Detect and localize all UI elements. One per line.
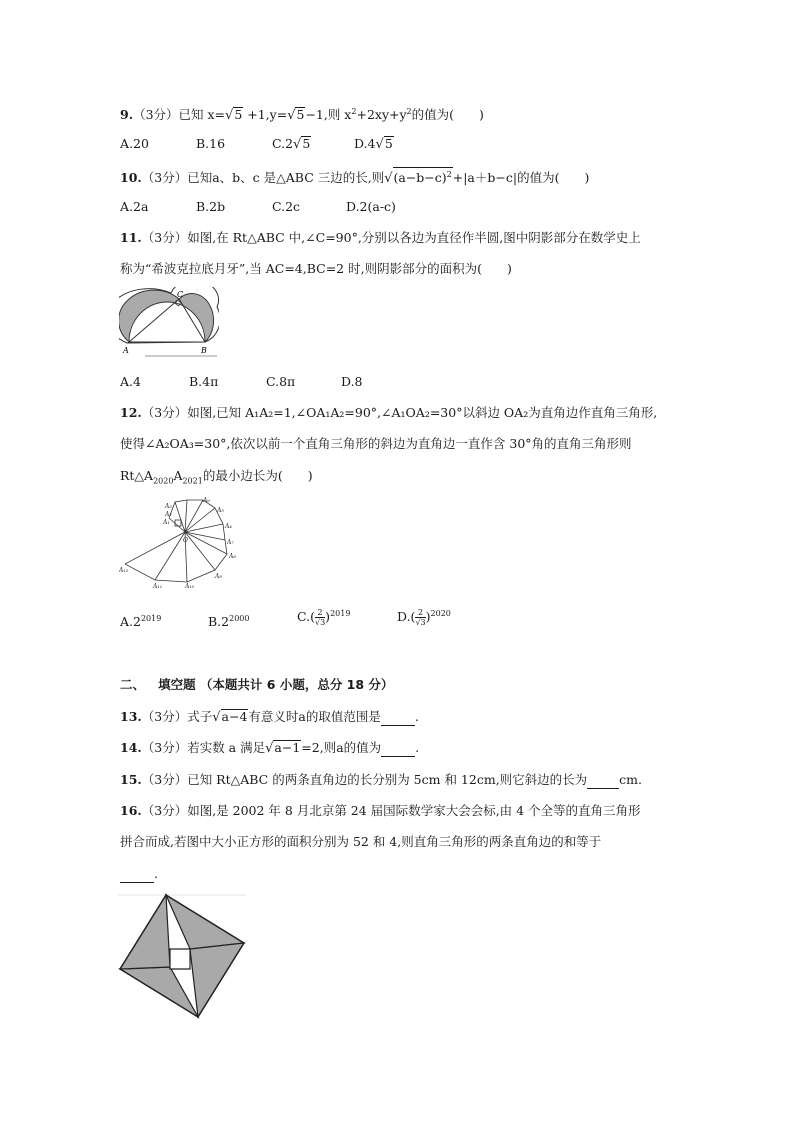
sqrt-symbol: √ (293, 137, 302, 152)
option-d: D.8 (341, 374, 363, 389)
question-text: Rt△A (120, 468, 154, 483)
option-c: C.2c (272, 199, 301, 214)
label-a3: A₃ (165, 503, 172, 510)
question-text: 式子 (187, 709, 213, 724)
section-number: 二、 (120, 677, 146, 692)
option-a: A.4 (120, 374, 141, 389)
option-a: A.20 (120, 136, 149, 151)
ray (185, 500, 203, 532)
option-label: D.( (397, 609, 416, 625)
question-text: +2xy+y (356, 107, 407, 123)
option-c: C.( $\frac{2}{√3})^{2019}$ (297, 608, 351, 628)
label-a4: A₄ (225, 523, 232, 530)
radicand (393, 167, 453, 185)
sqrt-symbol: √ (265, 741, 274, 756)
question-text: +1,y= (243, 107, 288, 123)
fraction-denominator: √3 (314, 618, 326, 628)
question-score: （3分） (141, 803, 188, 818)
ray (185, 532, 225, 540)
option-b: B.4π (189, 374, 219, 389)
ray (185, 524, 223, 532)
label-b: B (201, 346, 207, 355)
sqrt-symbol: √ (384, 171, 393, 187)
question-score: （3分） (141, 230, 188, 245)
option-label: C.2 (272, 136, 294, 151)
option-b: B.2b (196, 199, 226, 214)
question-number: 16. (120, 803, 142, 818)
question-number: 10. (120, 170, 142, 186)
question-number: 14. (120, 740, 142, 755)
label-a5: A₅ (217, 507, 224, 514)
option-label: B.2 (208, 614, 230, 630)
exponent: 2019 (140, 614, 162, 623)
spiral-outline (125, 500, 227, 582)
answer-blank[interactable] (381, 709, 415, 726)
section-title: 填空题 （本题共计 6 小题，总分 18 分） (158, 677, 394, 692)
question-text: A (173, 468, 183, 483)
option-c (272, 136, 311, 153)
triangle-top (166, 895, 244, 949)
ray (185, 532, 227, 554)
question-text: 已知 x= (178, 107, 226, 123)
question-12-line-3 (120, 468, 313, 490)
triangle-right (190, 943, 244, 1017)
option-b: B.16 (196, 136, 226, 151)
question-16-line-2: 拼合而成,若图中大小正方形的面积分别为 52 和 4,则直角三角形的两条直角边的和等于 (120, 834, 602, 849)
question-text: +|a＋b−c|的值为( ) (452, 170, 590, 186)
section-heading (120, 677, 393, 693)
answer-blank[interactable] (381, 740, 415, 757)
question-text: 已知a、b、c 是△ABC 三边的长,则 (187, 170, 385, 186)
radicand: a−4 (221, 709, 248, 724)
exponent: 2020 (430, 609, 451, 618)
label-c: C (177, 290, 184, 299)
label-a10: A₁₀ (185, 583, 195, 590)
option-d (354, 136, 394, 153)
label-a1: A₁ (163, 519, 170, 526)
answer-blank[interactable] (120, 866, 154, 883)
sqrt-symbol: √ (375, 137, 384, 152)
question-14 (120, 740, 419, 757)
question-text: . (414, 709, 419, 724)
subscript: 2021 (182, 476, 203, 486)
ray (185, 508, 215, 532)
option-label: D.4 (354, 136, 376, 151)
label-a6: A₆ (203, 497, 210, 504)
exponent: 2 (351, 107, 357, 116)
question-16-line-3 (120, 866, 158, 883)
question-10 (120, 167, 589, 187)
question-text: . (154, 866, 158, 881)
label-a2: A₂ (165, 511, 172, 518)
subscript: 2020 (153, 476, 174, 486)
ray (185, 500, 187, 532)
question-12-line-1 (120, 405, 657, 421)
question-number: 13. (120, 709, 142, 724)
exponent: 2 (406, 107, 412, 116)
question-text: 有意义时a的取值范围是 (248, 709, 381, 724)
question-text: =2,则a的值为 (301, 740, 382, 755)
fraction-denominator: √3 (415, 618, 426, 628)
denominator-radicand: 3 (420, 618, 426, 628)
exponent: 2 (446, 170, 452, 179)
question-text: cm. (619, 772, 642, 787)
label-a: A (123, 346, 129, 355)
radicand: 5 (302, 136, 311, 151)
option-b (208, 611, 249, 630)
label-a7: A₇ (227, 539, 234, 546)
option-d: D.2(a-c) (346, 199, 396, 214)
label-o: O (183, 537, 188, 544)
question-text: 的值为( ) (411, 107, 484, 123)
inner-square (170, 949, 190, 969)
exponent: 2000 (229, 614, 250, 623)
question-score: （3分） (141, 405, 188, 420)
right-angle-mark (175, 520, 181, 526)
sqrt-symbol: √ (225, 108, 234, 124)
spiral-triangles-figure (119, 494, 241, 590)
question-score: （3分） (141, 709, 188, 724)
ray (125, 532, 185, 564)
exponent: 2019 (330, 609, 351, 618)
radicand: 5 (384, 136, 393, 151)
question-score: （3分） (141, 740, 188, 755)
question-15 (120, 772, 642, 789)
question-text: 已知 Rt△ABC 的两条直角边的长分别为 5cm 和 12cm,则它斜边的长为 (187, 772, 588, 787)
question-number: 11. (120, 230, 142, 245)
option-label: A.2 (120, 614, 141, 630)
label-a9: A₉ (215, 573, 222, 580)
sqrt-symbol: √ (212, 710, 221, 725)
question-text: 如图,是 2002 年 8 月北京第 24 届国际数学家大会会标,由 4 个全等的直角三角形 (187, 803, 641, 818)
label-a12: A₁₂ (119, 567, 129, 574)
hippocrates-lune-figure (119, 287, 219, 359)
question-text: 的最小边长为( ) (202, 468, 313, 483)
fraction (415, 608, 425, 627)
fraction (315, 608, 325, 627)
question-score: （3分） (133, 107, 179, 123)
ray (155, 532, 185, 580)
question-text: −1,则 x (305, 107, 352, 123)
question-12-line-2: 使得∠A₂OA₃=30°,依次以前一个直角三角形的斜边为直角边一直作含 30°角的直角三角形则 (120, 436, 632, 451)
radicand: 5 (296, 107, 305, 123)
denominator-radicand: 3 (320, 618, 326, 628)
label-a8: A₈ (229, 553, 236, 560)
radicand-text: (a−b−c) (393, 170, 447, 186)
label-a11: A₁₁ (153, 583, 163, 590)
fraction-numerator: 2 (315, 608, 325, 618)
option-c: C.8π (266, 374, 296, 389)
question-score: （3分） (141, 772, 188, 787)
question-9 (120, 104, 484, 124)
question-text: . (415, 740, 420, 755)
question-text: 若实数 a 满足 (187, 740, 266, 755)
radicand: a−1 (274, 740, 301, 755)
fraction-numerator: 2 (415, 608, 425, 618)
ray (185, 532, 215, 570)
question-number: 12. (120, 405, 142, 420)
question-text: 如图,在 Rt△ABC 中,∠C=90°,分别以各边为直径作半圆,图中阴影部分在数学史上 (187, 230, 641, 245)
sqrt-symbol: √ (287, 108, 296, 124)
question-16-line-1 (120, 803, 641, 819)
question-11-line-1 (120, 230, 641, 246)
zhao-shuang-diagram (118, 893, 248, 1021)
question-13 (120, 709, 419, 726)
radicand: 5 (234, 107, 243, 123)
option-d: D.( $\frac{2}{√3})^{2020}$ (397, 608, 451, 628)
option-label: C.( (297, 609, 315, 625)
question-11-line-2: 称为“希波克拉底月牙”,当 AC=4,BC=2 时,则阴影部分的面积为( ) (120, 261, 512, 276)
question-score: （3分） (141, 170, 188, 186)
question-number: 15. (120, 772, 142, 787)
option-a: A.2a (120, 199, 149, 214)
question-number: 9. (120, 107, 134, 123)
question-text: 如图,已知 A₁A₂=1,∠OA₁A₂=90°,∠A₁OA₂=30°以斜边 OA₂为直角边作直角三角形, (187, 405, 658, 420)
option-a (120, 611, 161, 630)
answer-blank[interactable] (587, 772, 619, 789)
